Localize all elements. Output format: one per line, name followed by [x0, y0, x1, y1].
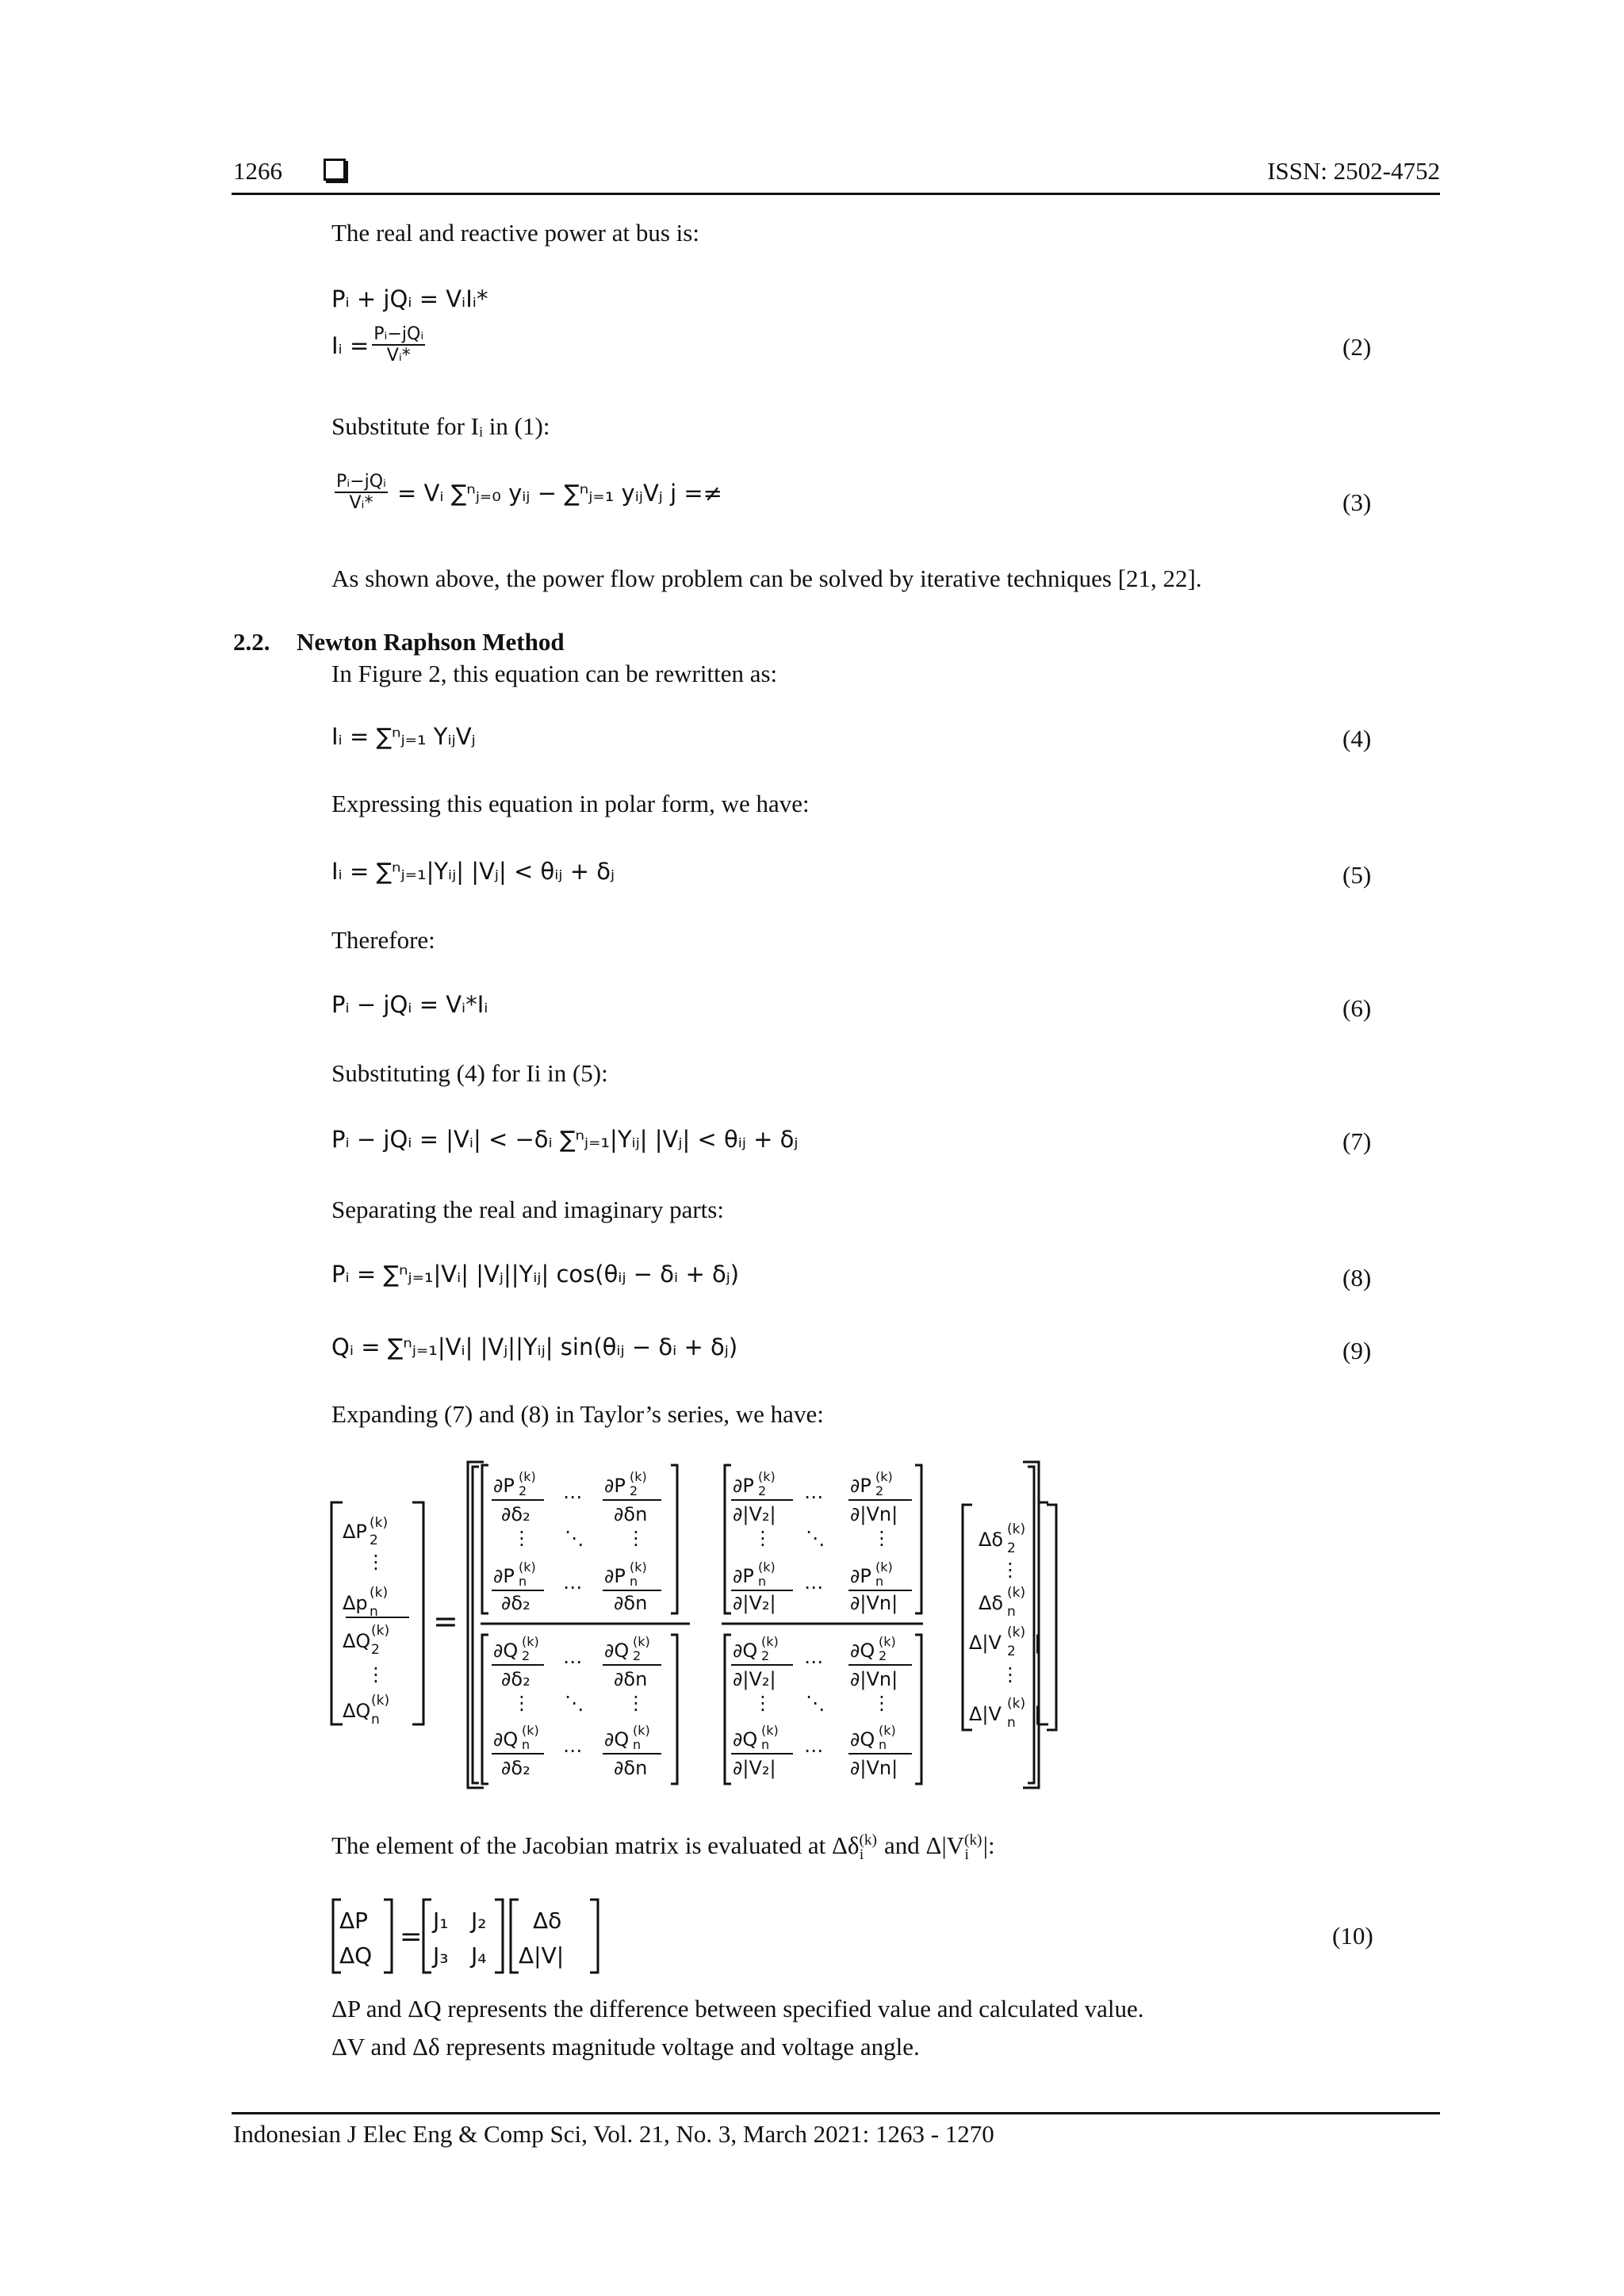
svg-text:n: n [522, 1737, 530, 1752]
closing-line2: ΔV and Δδ represents magnitude voltage and voltage angle. [331, 2033, 920, 2061]
eq2-line2 [331, 325, 428, 366]
svg-text:Δp: Δp [343, 1592, 368, 1614]
svg-text:∂Q: ∂Q [604, 1728, 630, 1751]
svg-text:(k): (k) [761, 1723, 779, 1738]
eq10-j2: J₂ [471, 1908, 487, 1934]
svg-text:Δ|V: Δ|V [969, 1703, 1002, 1725]
closing-line1: ΔP and ΔQ represents the difference between specified value and calculated value. [331, 1995, 1144, 2022]
eq5-number: (5) [1342, 861, 1372, 889]
footer-citation: Indonesian J Elec Eng & Comp Sci, Vol. 21, No. 3, March 2021: 1263 - 1270 [233, 2120, 994, 2148]
svg-text:(k): (k) [1007, 1696, 1026, 1712]
svg-text:|: | [1034, 1632, 1041, 1654]
svg-text:ΔQ: ΔQ [343, 1700, 371, 1722]
svg-text:(k): (k) [1007, 1585, 1026, 1601]
substituting4-line: Substituting (4) for Ii in (5): [331, 1059, 608, 1087]
svg-text:2: 2 [522, 1648, 530, 1663]
svg-text:(k): (k) [370, 1515, 389, 1531]
svg-text:⋮: ⋮ [872, 1692, 891, 1714]
jacobian-line-prefix: The element of the Jacobian matrix is evaluated at Δδ [331, 1831, 860, 1859]
svg-text:(k): (k) [875, 1559, 893, 1575]
eq9: Qᵢ = ∑ⁿⱼ₌₁|Vᵢ| |Vⱼ||Yᵢⱼ| sin(θᵢⱼ − δᵢ + δⱼ) [331, 1334, 738, 1360]
svg-text:(k): (k) [758, 1469, 776, 1484]
svg-text:⋮: ⋮ [1001, 1663, 1020, 1686]
svg-text:2: 2 [630, 1483, 638, 1498]
svg-text:⋮: ⋮ [626, 1692, 645, 1714]
svg-text:(k): (k) [875, 1469, 893, 1484]
svg-text:(k): (k) [630, 1559, 647, 1575]
svg-text:n: n [630, 1574, 638, 1589]
svg-text:∂P: ∂P [850, 1475, 871, 1497]
svg-text:⋮: ⋮ [626, 1527, 645, 1549]
svg-text:2: 2 [1007, 1644, 1016, 1659]
eq3-rhs: = Vᵢ ∑ⁿⱼ₌₀ yᵢⱼ − ∑ⁿⱼ₌₁ yᵢⱼVⱼ j =≠ [397, 480, 722, 507]
svg-text:∂Q: ∂Q [850, 1728, 875, 1751]
svg-text:(k): (k) [519, 1469, 536, 1484]
svg-text:2: 2 [879, 1648, 887, 1663]
svg-text:n: n [1007, 1604, 1016, 1620]
svg-text:|: | [1034, 1703, 1041, 1725]
svg-text:⋯: ⋯ [563, 1739, 582, 1762]
svg-text:∂P: ∂P [850, 1565, 871, 1587]
svg-text:(k): (k) [630, 1469, 647, 1484]
svg-text:(k): (k) [371, 1693, 390, 1709]
svg-text:ΔQ: ΔQ [343, 1630, 371, 1652]
eq10-rhs-bot: Δ|V| [519, 1942, 565, 1969]
eq4: Iᵢ = ∑ⁿⱼ₌₁ YᵢⱼVⱼ [331, 723, 476, 750]
svg-text:∂δn: ∂δn [614, 1592, 648, 1614]
eq7-number: (7) [1342, 1127, 1372, 1155]
eq3-frac-den: Vᵢ* [349, 493, 373, 513]
svg-text:⋯: ⋯ [563, 1576, 582, 1598]
section-title: Newton Raphson Method [297, 628, 565, 656]
eq3 [331, 473, 722, 514]
eq7: Pᵢ − jQᵢ = |Vᵢ| < −δᵢ ∑ⁿⱼ₌₁|Yᵢⱼ| |Vⱼ| < θᵢⱼ + δⱼ [331, 1126, 799, 1153]
page-number: 1266 [233, 157, 282, 185]
svg-text:⋯: ⋯ [804, 1576, 823, 1598]
svg-text:⋮: ⋮ [753, 1527, 772, 1549]
svg-text:n: n [879, 1737, 887, 1752]
svg-text:(k): (k) [633, 1634, 650, 1649]
svg-text:∂Q: ∂Q [493, 1728, 519, 1751]
svg-text:∂δ₂: ∂δ₂ [501, 1503, 530, 1525]
svg-text:⋮: ⋮ [512, 1527, 531, 1549]
eq2-line1: Pᵢ + jQᵢ = VᵢIᵢ* [331, 285, 488, 312]
jacobian-line [331, 1831, 995, 1864]
svg-text:∂δn: ∂δn [614, 1503, 648, 1525]
intro-line: The real and reactive power at bus is: [331, 219, 699, 247]
svg-text:⋯: ⋯ [563, 1651, 582, 1673]
eq10 [328, 1893, 630, 1980]
svg-text:∂δ₂: ∂δ₂ [501, 1757, 530, 1779]
eq4-number: (4) [1342, 725, 1372, 752]
jacobian-line-suffix: |: [982, 1831, 995, 1859]
svg-text:∂|V₂|: ∂|V₂| [733, 1757, 776, 1779]
svg-text:=: = [433, 1604, 458, 1639]
eq2-fraction [372, 325, 425, 366]
svg-text:∂|V₂|: ∂|V₂| [733, 1503, 776, 1525]
svg-text:⋯: ⋯ [804, 1486, 823, 1508]
svg-text:n: n [633, 1737, 642, 1752]
svg-text:∂δ₂: ∂δ₂ [501, 1592, 530, 1614]
eq3-fraction [335, 473, 388, 514]
svg-text:∂P: ∂P [604, 1565, 626, 1587]
eq10-number: (10) [1332, 1922, 1373, 1950]
svg-text:Δδ: Δδ [979, 1529, 1004, 1551]
eq10-j4: J₄ [471, 1942, 487, 1969]
checkbox-square-icon [324, 159, 346, 181]
svg-text:(k): (k) [761, 1634, 779, 1649]
svg-text:∂P: ∂P [733, 1565, 754, 1587]
eq10-lhs-top: ΔP [339, 1908, 369, 1934]
svg-text:(k): (k) [879, 1723, 896, 1738]
svg-text:∂Q: ∂Q [733, 1728, 758, 1751]
svg-text:∂Q: ∂Q [604, 1640, 630, 1662]
svg-text:(k): (k) [633, 1723, 650, 1738]
footer-rule [232, 2112, 1440, 2114]
jacobian-line-sub1: i [859, 1846, 864, 1864]
svg-text:∂|Vn|: ∂|Vn| [850, 1668, 898, 1690]
svg-text:∂|Vn|: ∂|Vn| [850, 1503, 898, 1525]
svg-text:∂|Vn|: ∂|Vn| [850, 1757, 898, 1779]
svg-text:(k): (k) [519, 1559, 536, 1575]
figure2-line: In Figure 2, this equation can be rewritten as: [331, 660, 778, 687]
svg-text:∂P: ∂P [493, 1565, 515, 1587]
svg-text:∂P: ∂P [733, 1475, 754, 1497]
therefore-line: Therefore: [331, 926, 435, 954]
jacobian-line-sup1: (k) [859, 1831, 877, 1849]
issn-label: ISSN: 2502-4752 [1267, 157, 1440, 185]
svg-text:2: 2 [758, 1483, 767, 1498]
eq10-j3: J₃ [433, 1942, 449, 1969]
svg-text:(k): (k) [1007, 1521, 1026, 1537]
jacobian-line-mid: and Δ|V [878, 1831, 965, 1859]
svg-text:2: 2 [875, 1483, 884, 1498]
eq10-rhs-top: Δδ [533, 1908, 562, 1934]
header-rule [232, 193, 1440, 195]
svg-text:2: 2 [761, 1648, 770, 1663]
eq2-number: (2) [1342, 333, 1372, 361]
svg-text:(k): (k) [1007, 1624, 1026, 1640]
svg-text:∂P: ∂P [493, 1475, 515, 1497]
svg-text:n: n [370, 1604, 378, 1620]
svg-text:⋮: ⋮ [366, 1663, 385, 1686]
eq6: Pᵢ − jQᵢ = Vᵢ*Iᵢ [331, 991, 488, 1018]
svg-text:∂P: ∂P [604, 1475, 626, 1497]
eq2-lhs: Iᵢ = [331, 332, 370, 359]
eq9-number: (9) [1342, 1337, 1372, 1364]
svg-text:=: = [400, 1921, 423, 1953]
svg-text:n: n [371, 1712, 380, 1728]
jacobian-line-sub2: i [964, 1846, 969, 1864]
svg-text:⋯: ⋯ [563, 1486, 582, 1508]
svg-text:∂δn: ∂δn [614, 1668, 648, 1690]
svg-text:n: n [1007, 1715, 1016, 1731]
svg-text:n: n [761, 1737, 770, 1752]
svg-text:⋮: ⋮ [753, 1692, 772, 1714]
as-shown-line: As shown above, the power flow problem can be solved by iterative techniques [21, 22]. [331, 564, 1202, 592]
svg-text:⋱: ⋱ [806, 1692, 825, 1714]
svg-text:⋯: ⋯ [804, 1651, 823, 1673]
eq10-lhs-bot: ΔQ [339, 1942, 373, 1969]
svg-text:Δδ: Δδ [979, 1592, 1004, 1614]
substitute-line: Substitute for Iᵢ in (1): [331, 412, 550, 440]
svg-text:2: 2 [370, 1533, 378, 1548]
eq6-number: (6) [1342, 994, 1372, 1022]
eq2-frac-num: Pᵢ−jQᵢ [373, 324, 424, 344]
eq5: Iᵢ = ∑ⁿⱼ₌₁|Yᵢⱼ| |Vⱼ| < θᵢⱼ + δⱼ [331, 858, 615, 885]
svg-text:⋮: ⋮ [512, 1692, 531, 1714]
eq2-frac-den: Vᵢ* [386, 346, 411, 365]
svg-text:⋱: ⋱ [565, 1527, 584, 1549]
svg-text:⋮: ⋮ [872, 1527, 891, 1549]
svg-text:∂|V₂|: ∂|V₂| [733, 1668, 776, 1690]
eq3-number: (3) [1342, 488, 1372, 516]
eq10-j1: J₁ [433, 1908, 449, 1934]
svg-text:2: 2 [519, 1483, 527, 1498]
svg-text:n: n [875, 1574, 884, 1589]
svg-text:Δ|V: Δ|V [969, 1632, 1002, 1654]
svg-text:∂|V₂|: ∂|V₂| [733, 1592, 776, 1614]
svg-text:⋱: ⋱ [806, 1527, 825, 1549]
eq8-number: (8) [1342, 1264, 1372, 1292]
svg-text:⋯: ⋯ [804, 1739, 823, 1762]
svg-text:∂Q: ∂Q [850, 1640, 875, 1662]
svg-text:⋮: ⋮ [366, 1551, 385, 1573]
svg-text:(k): (k) [371, 1623, 390, 1639]
jacobian-line-sup2: (k) [964, 1831, 982, 1849]
taylor-line: Expanding (7) and (8) in Taylor’s series, we have: [331, 1400, 824, 1428]
svg-text:∂δn: ∂δn [614, 1757, 648, 1779]
svg-text:ΔP: ΔP [343, 1521, 367, 1543]
polar-line: Expressing this equation in polar form, we have: [331, 790, 810, 817]
svg-text:2: 2 [1007, 1540, 1016, 1556]
section-number: 2.2. [233, 628, 270, 656]
svg-text:(k): (k) [522, 1634, 539, 1649]
separating-line: Separating the real and imaginary parts: [331, 1196, 724, 1223]
svg-text:(k): (k) [879, 1634, 896, 1649]
svg-text:2: 2 [633, 1648, 642, 1663]
svg-text:(k): (k) [370, 1585, 389, 1601]
eq3-frac-num: Pᵢ−jQᵢ [336, 472, 386, 492]
svg-text:(k): (k) [522, 1723, 539, 1738]
svg-text:n: n [758, 1574, 767, 1589]
svg-text:n: n [519, 1574, 527, 1589]
svg-text:∂Q: ∂Q [733, 1640, 758, 1662]
svg-text:⋱: ⋱ [565, 1692, 584, 1714]
eq8: Pᵢ = ∑ⁿⱼ₌₁|Vᵢ| |Vⱼ||Yᵢⱼ| cos(θᵢⱼ − δᵢ + δⱼ) [331, 1261, 740, 1288]
svg-text:∂|Vn|: ∂|Vn| [850, 1592, 898, 1614]
svg-text:2: 2 [371, 1642, 380, 1658]
svg-text:⋮: ⋮ [1001, 1559, 1020, 1581]
svg-text:∂δ₂: ∂δ₂ [501, 1668, 530, 1690]
svg-text:(k): (k) [758, 1559, 776, 1575]
jacobian-rhs-vector [958, 1498, 1061, 1736]
svg-text:∂Q: ∂Q [493, 1640, 519, 1662]
